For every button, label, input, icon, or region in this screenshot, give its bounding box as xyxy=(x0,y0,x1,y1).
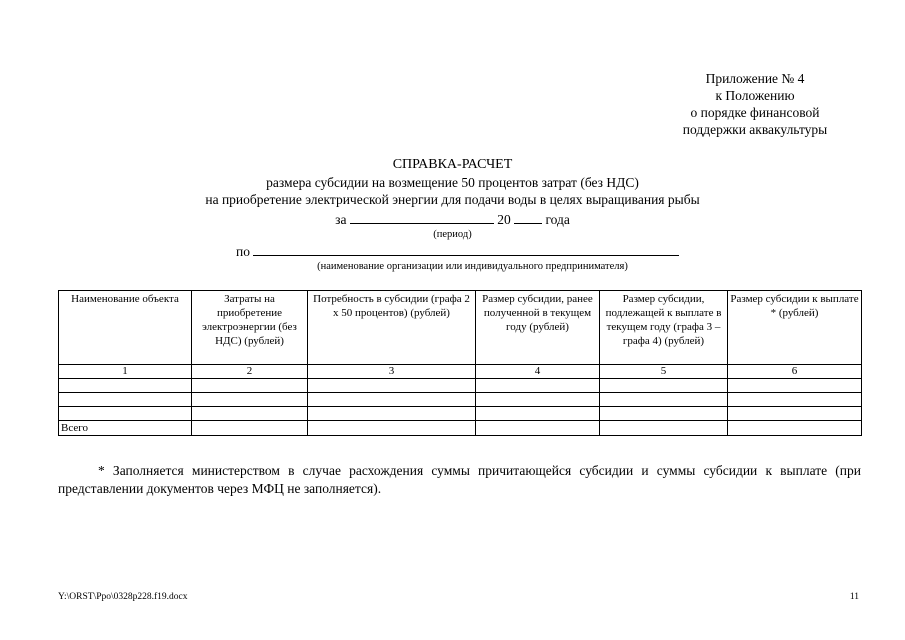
table-cell[interactable] xyxy=(728,407,862,421)
column-number: 3 xyxy=(308,365,476,379)
column-header: Размер субсидии, подлежащей к выплате в текущем году (графа 3 – графа 4) (рублей) xyxy=(600,291,728,365)
column-number: 2 xyxy=(192,365,308,379)
column-number-row xyxy=(59,365,862,379)
column-header: Потребность в субсидии (графа 2 х 50 процентов) (рублей) xyxy=(308,291,476,365)
column-header: Размер субсидии, ранее полученной в текущем году (рублей) xyxy=(476,291,600,365)
organization-line xyxy=(236,243,679,260)
table-cell[interactable] xyxy=(600,421,728,436)
table-cell[interactable] xyxy=(308,421,476,436)
table-cell[interactable] xyxy=(600,379,728,393)
table-cell[interactable] xyxy=(59,407,192,421)
column-number: 6 xyxy=(728,365,862,379)
table-cell[interactable] xyxy=(728,379,862,393)
appendix-block xyxy=(640,70,870,138)
organization-prefix: по xyxy=(236,244,250,259)
table-cell[interactable] xyxy=(59,393,192,407)
column-header: Затраты на приобретение электроэнергии (без НДС) (рублей) xyxy=(192,291,308,365)
footnote xyxy=(58,462,861,498)
table-cell[interactable] xyxy=(728,421,862,436)
organization-blank-field[interactable] xyxy=(253,243,679,256)
table-cell[interactable] xyxy=(59,379,192,393)
table-cell[interactable] xyxy=(192,393,308,407)
table-cell[interactable] xyxy=(192,421,308,436)
appendix-line: поддержки аквакультуры xyxy=(682,122,828,137)
column-header: Размер субсидии к выплате * (рублей) xyxy=(728,291,862,365)
table-row xyxy=(59,393,862,407)
table-row xyxy=(59,379,862,393)
appendix-line: Приложение № 4 xyxy=(705,71,805,86)
table-cell[interactable] xyxy=(728,393,862,407)
appendix-line: к Положению xyxy=(715,88,795,103)
total-label: Всего xyxy=(59,421,192,436)
total-row xyxy=(59,421,862,436)
year-blank-field[interactable] xyxy=(514,211,542,224)
document-title: СПРАВКА-РАСЧЕТ xyxy=(392,157,513,172)
table-cell[interactable] xyxy=(600,393,728,407)
period-prefix: за xyxy=(335,212,347,227)
table-cell[interactable] xyxy=(476,379,600,393)
table-cell[interactable] xyxy=(192,379,308,393)
table-header-row xyxy=(59,291,862,365)
column-number: 5 xyxy=(600,365,728,379)
table-cell[interactable] xyxy=(308,379,476,393)
table-cell[interactable] xyxy=(192,407,308,421)
footnote-text: * Заполняется министерством в случае расхождения суммы причитающейся субсидии и суммы субсидии к выплате (при представлении документов через МФЦ не заполняется). xyxy=(58,463,861,496)
column-header: Наименование объекта xyxy=(59,291,192,365)
table-row xyxy=(59,407,862,421)
period-line xyxy=(0,211,905,228)
column-number: 1 xyxy=(59,365,192,379)
document-title-block xyxy=(0,156,905,208)
page-number: 11 xyxy=(849,592,859,602)
table-cell[interactable] xyxy=(476,393,600,407)
appendix-line: о порядке финансовой xyxy=(690,105,820,120)
period-blank-field[interactable] xyxy=(350,211,494,224)
column-number: 4 xyxy=(476,365,600,379)
organization-caption: (наименование организации или индивидуального предпринимателя) xyxy=(317,261,628,272)
calculation-table xyxy=(58,290,862,436)
table-cell[interactable] xyxy=(308,407,476,421)
table-cell[interactable] xyxy=(476,407,600,421)
table-cell[interactable] xyxy=(600,407,728,421)
table-cell[interactable] xyxy=(308,393,476,407)
document-subtitle-2: на приобретение электрической энергии для подачи воды в целях выращивания рыбы xyxy=(205,192,700,207)
period-suffix: года xyxy=(545,212,570,227)
document-subtitle: размера субсидии на возмещение 50 процентов затрат (без НДС) xyxy=(266,175,639,190)
period-year-prefix: 20 xyxy=(497,212,511,227)
table-cell[interactable] xyxy=(476,421,600,436)
footer-file-path: Y:\ORST\Ppo\0328p228.f19.docx xyxy=(58,592,188,602)
period-caption: (период) xyxy=(433,229,472,240)
